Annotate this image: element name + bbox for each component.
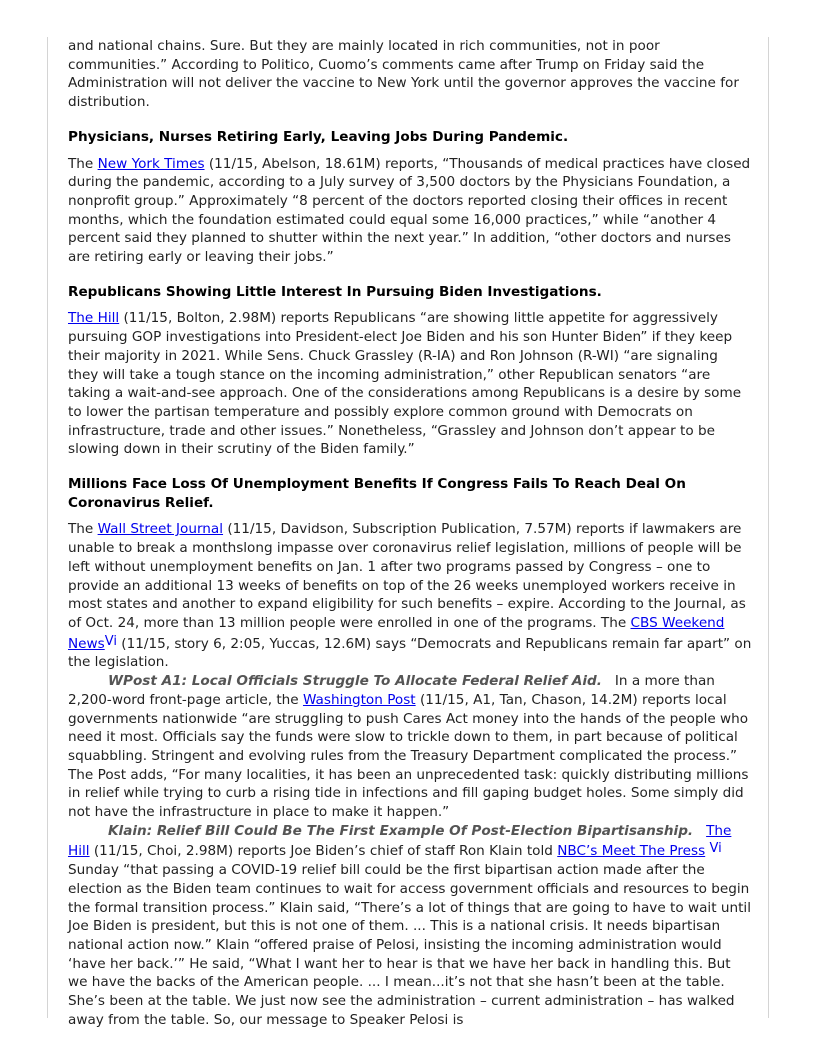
text-segment: The: [68, 155, 98, 172]
article-body-physicians: [68, 155, 752, 267]
source-link-cbs[interactable]: CBS Weekend News: [68, 614, 725, 652]
text-segment: Sunday “that passing a COVID-19 relief bill could be the first bipartisan action made after the election as the Biden team continues to wait for access government officials and resources to begin the formal transition process.” Klain said, “There’s a lot of things that are going to have to wait until Joe Biden is president, but this is not one of them. ... This is a national crisis. It needs bipartisan national action now.” Klain “offered praise of Pelosi, insisting the incoming administration would ‘have her back.’” He said, “What I want her to hear is that we have her back in handling this. But we have the backs of the American people. ... I mean...it’s not that she hasn’t been at the table. She’s been at the table. We just now see the administration – current administration – has walked away from the table. So, our message to Speaker Pelosi is: [68, 862, 751, 1028]
article-body-unemployment: [68, 520, 752, 672]
text-segment: (11/15, Bolton, 2.98M) reports Republicans “are showing little appetite for aggressively pursuing GOP investigations into President-elect Joe Biden and his son Hunter Biden” if they keep their majority in 2021. While Sens. Chuck Grassley (R-IA) and Ron Johnson (R-WI) “are signaling they will take a tough stance on the incoming administration,” other Republican senators “are taking a wait-and-see approach. One of the considerations among Republicans is a desire by some to lower the partisan temperature and possibly explore common ground with Democrats on infrastructure, trade and other issues.” Nonetheless, “Grassley and Johnson don’t appear to be slowing down in their scrutiny of the Biden family.”: [68, 310, 742, 458]
text-segment: (11/15, A1, Tan, Chason, 14.2M) reports local governments nationwide “are struggling to push Cares Act money into the hands of the people who need it most. Officials say the funds were slow to trickle down to them, in part because of political squabbling. Stringent and evolving rules from the Treasury Department complicated the process.” The Post adds, “For many localities, it has been an unprecedented task: quickly distributing millions in relief while trying to curb a rising tide in infections and fill gaping budget holes. Some simply did not have the infrastructure in place to make it happen.”: [68, 691, 749, 821]
carryover-paragraph: and national chains. Sure. But they are mainly located in rich communities, not in poor communities.” According to Politico, Cuomo’s comments came after Trump on Friday said the Administration will not deliver the vaccine to New York until the governor approves the vaccine for distribution.: [68, 38, 739, 111]
video-icon-link[interactable]: Vi: [104, 633, 117, 649]
text-segment: (11/15, Choi, 2.98M) reports Joe Biden’s chief of staff Ron Klain told: [89, 843, 558, 860]
source-link-wapo[interactable]: Washington Post: [302, 691, 416, 708]
source-link-wsj[interactable]: Wall Street Journal: [97, 521, 224, 538]
text-segment: The: [68, 521, 98, 538]
text-segment: In a more than 2,200-word front-page article, the: [68, 673, 720, 708]
text-segment: (11/15, story 6, 2:05, Yuccas, 12.6M) says “Democrats and Republicans remain far apart” on the legislation.: [68, 635, 752, 671]
newsletter-body: [68, 37, 752, 1029]
article-headline-physicians: Physicians, Nurses Retiring Early, Leaving Jobs During Pandemic.: [68, 128, 569, 145]
article-headline-unemployment: Millions Face Loss Of Unemployment Benefits If Congress Fails To Reach Deal On Coronavirus Relief.: [68, 476, 686, 511]
subarticle-klain: [68, 822, 752, 1030]
source-link-the-hill[interactable]: The Hill: [68, 310, 120, 327]
text-segment: (11/15, Abelson, 18.61M) reports, “Thousands of medical practices have closed during the pandemic, according to a July survey of 3,500 doctors by the Physicians Foundation, a nonprofit group.” Approximately “8 percent of the doctors reported closing their offices in recent months, which the foundation estimated could equal some 16,000 practices,” while “another 4 percent said they planned to shutter within the next year.” In addition, “other doctors and nurses are retiring early or leaving their jobs.”: [68, 155, 751, 266]
article-body-republicans: [68, 309, 752, 459]
page-border-right: [768, 37, 769, 1018]
source-link-nbc[interactable]: NBC’s Meet The Press: [557, 843, 706, 860]
subarticle-title-wpost: WPost A1: Local Officials Struggle To Allocate Federal Relief Aid.: [108, 673, 602, 690]
subarticle-title-klain: Klain: Relief Bill Could Be The First Example Of Post-Election Bipartisanship.: [108, 822, 694, 839]
video-icon-link[interactable]: Vi: [709, 841, 722, 857]
article-headline-republicans: Republicans Showing Little Interest In Pursuing Biden Investigations.: [68, 283, 602, 300]
source-link-the-hill-klain[interactable]: The Hill: [68, 822, 732, 860]
page-border-left: [47, 37, 48, 1018]
subarticle-wpost: [68, 672, 752, 822]
text-segment: (11/15, Davidson, Subscription Publication, 7.57M) reports if lawmakers are unable to break a monthslong impasse over coronavirus relief legislation, millions of people will be left without unemployment benefits on Jan. 1 after two programs passed by Congress – one to provide an additional 13 weeks of benefits on top of the 26 weeks unemployed workers receive in most states and another to expand eligibility for such benefits – expire. According to the Journal, as of Oct. 24, more than 13 million people were enrolled in one of the programs. The: [68, 521, 746, 631]
source-link-nyt[interactable]: New York Times: [97, 155, 205, 172]
